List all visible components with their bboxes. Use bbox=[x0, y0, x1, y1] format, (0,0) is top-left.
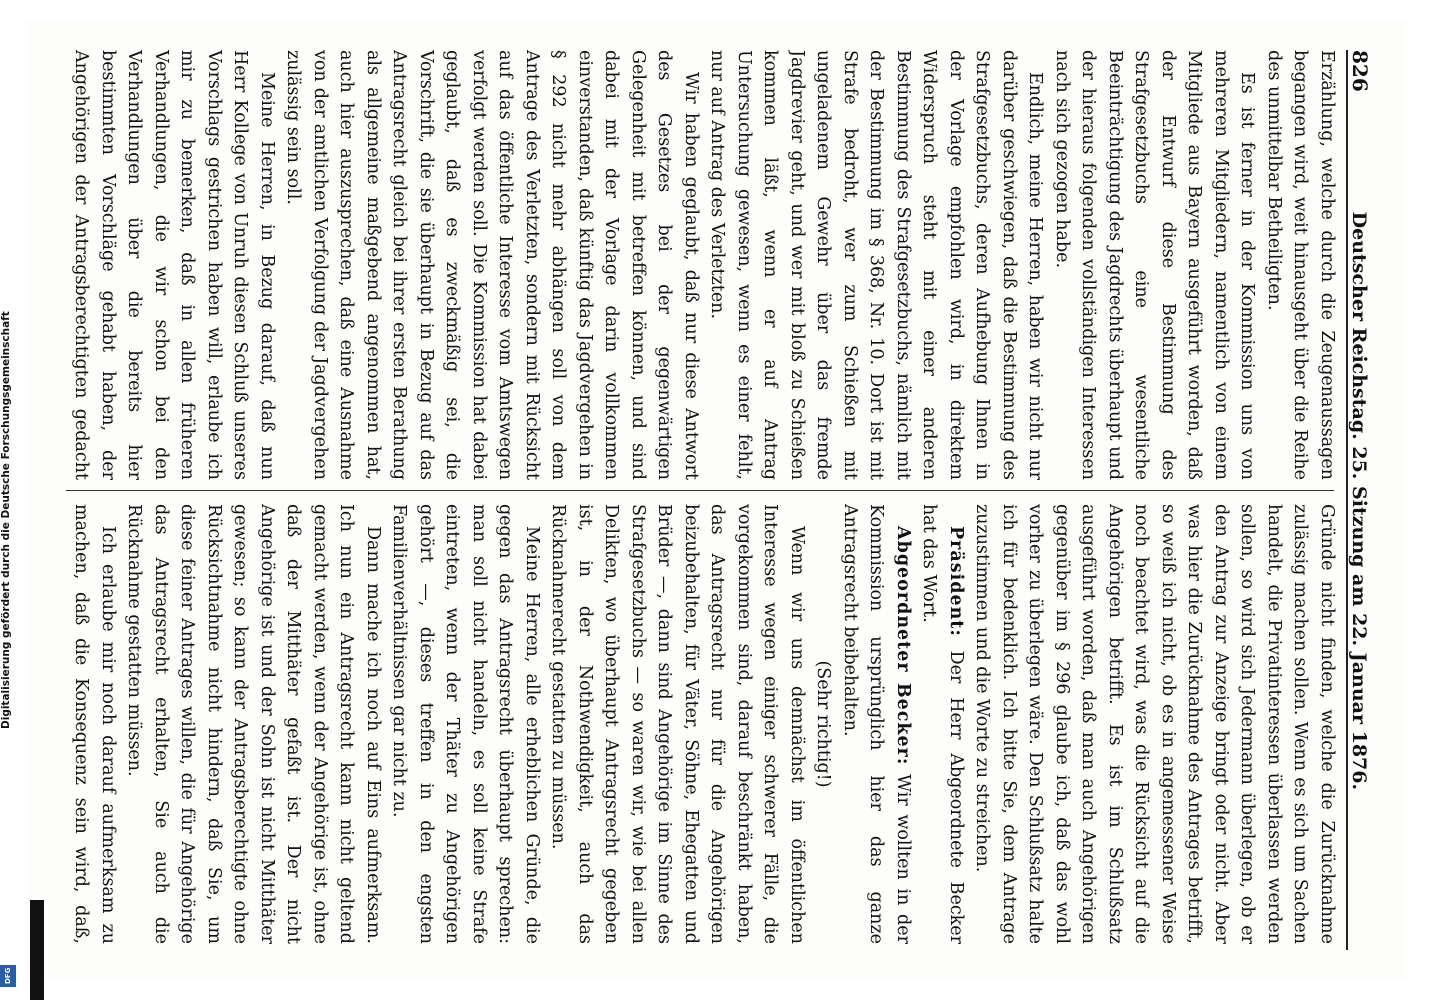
interjection: (Sehr richtig!) bbox=[813, 660, 834, 788]
speech bbox=[837, 504, 917, 944]
paragraph: Meine Herren, alle erheblichen Gründe, die gegen das Antragsrecht überhaupt sprechen: man soll nicht handeln, es soll keine Strafe eintreten, wenn der Thäter zu Angehörigen gehört —, dieses treffen in den engsten Familienverhältnissen gar nicht zu. bbox=[389, 504, 542, 944]
column-divider bbox=[66, 490, 1334, 491]
scan-edge-mark bbox=[30, 900, 44, 1000]
paragraph: Wir haben geglaubt, daß nur diese Antwort des Gesetzes bei der gegenwärtigen Gelegenheit mit betreffen können, und sind dabei mit der Vorlage darin vollkommen einverstanden, daß künftig das Jagdvergehen in § 292 nicht mehr abhängen soll von dem Antrage des Verletzten, sondern mit Rücksicht auf das öffentliche Interesse vom Amtswegen verfolgt werden soll. Die Kommission hat dabei geglaubt, daß es zweckmäßig sei, die Vorschrift, die sie überhaupt in Bezug auf das Antragsrecht gleich bei ihrer ersten Berathung als allgemeine maßgebend angenommen hat, auch hier auszusprechen, daß eine Ausnahme von der amtlichen Verfolgung der Jagdvergehen zulässig sein soll. bbox=[283, 50, 701, 480]
paragraph: Erzählung, welche durch die Zeugenaussagen begangen wird, weit hinausgeht über die Reihe des unmittelbar Betheiligten. bbox=[1264, 50, 1337, 480]
dfg-logo: DFG bbox=[0, 965, 16, 987]
speech-text: Der Herr Abgeordnete Becker hat das Wort. bbox=[919, 504, 966, 944]
running-title: Deutscher Reichstag. 25. Sitzung am 22. Januar 1876. bbox=[1348, 211, 1370, 791]
speaker-label: Abgeordneter Becker: bbox=[893, 526, 913, 766]
digitization-credit: Digitalisierung gefördert durch die Deutsche Forschungsgemeinschaft bbox=[0, 311, 12, 729]
paragraph: Es ist ferner in der Kommission uns von mehreren Mitgliedern, namentlich von einem Mitgliede aus Bayern ausgeführt worden, daß der Entwurf diese Bestimmung des Strafgesetzbuchs eine wesentliche Beeinträchtigung des Jagdrechts überhaupt und der hieraus folgenden vollständigen Interessen nach sich gezogen habe. bbox=[1052, 50, 1258, 480]
speaker-label: Präsident: bbox=[946, 526, 966, 637]
paragraph: Dann mache ich noch auf Eins aufmerksam. Ich nun ein Antragsrecht kann nicht geltend gemacht werden, wenn der Angehörige ist, ohne daß der Mitthäter gefaßt ist. Der nicht Angehörige ist und der Sohn ist nicht Mitthäter gewesen; so kann der Antragsberechtigte ohne Rücksichtnahme nicht hindern, daß Sie, um diese feiner Antrages willen, die für Angehörige das Antragsrecht erhalten, Sie auch die Rücknahme gestatten müssen. bbox=[124, 504, 383, 944]
paragraph: Ich erlaube mir noch darauf aufmerksam zu machen, daß die Konsequenz sein wird, daß, bbox=[71, 504, 118, 944]
column-left bbox=[66, 50, 1340, 480]
column-right bbox=[66, 504, 1340, 944]
speech bbox=[916, 504, 969, 944]
page-number: 826 bbox=[1348, 50, 1372, 92]
paragraph: Endlich, meine Herren, haben wir nicht nur darüber geschwiegen, daß die Bestimmung des Strafgesetzbuchs, deren Aufhebung Ihnen in der Vorlage empfohlen wird, in direktem Widerspruch steht mit einer anderen Bestimmung des Strafgesetzbuchs, nämlich mit der Bestimmung im § 368, Nr. 10. Dort ist mit Strafe bedroht, wer zum Schießen mit ungeladenem Gewehr über das fremde Jagdrevier geht, und wer mit bloß zu Schießen kommen läßt, wenn er auf Antrag Untersuchung gewesen, wenn es einer fehlt, nur auf Antrag des Verletzten. bbox=[707, 50, 1046, 480]
paragraph: Gründe nicht finden, welche die Zurücknahme zulässig machen sollen. Wenn es sich um Sachen handelt, die Privatinteressen überlassen werden sollen, so wird sich Jedermann überlegen, ob er den Antrag zur Anzeige bringt oder nicht. Aber was hier die Zurücknahme des Antrages betrifft, so weiß ich nicht, ob es in angemessener Weise noch beachtet wird, was die Rücksicht auf die Angehörigen betrifft. Es ist im Schlußsatz ausgeführt worden, daß man auch Angehörigen gegenüber im § 296 glaube ich, daß das wohl vorher zu überlegen wäre. Den Schlußsatz halte ich für bedenklich. Ich bitte Sie, dem Antrage zuzustimmen und die Worte zu streichen. bbox=[972, 504, 1337, 944]
paragraph: Meine Herren, in Bezug darauf, daß nun Herr Kollege von Unruh diesen Schluß unseres Vorschlags gestrichen haben will, erlaube ich mir zu bemerken, daß in allen früheren Verhandlungen, die wir schon bei den Verhandlungen über die bereits hier bestimmten Vorschläge gehabt haben, der Angehörigen der Antragsberechtigten gedacht bbox=[71, 50, 277, 480]
scanned-page bbox=[26, 20, 1406, 980]
speech-text: Wir wollten in der Kommission ursprünglich hier das ganze Antragsrecht beibehalten. bbox=[840, 504, 913, 944]
page-header bbox=[1346, 50, 1388, 950]
paragraph: Wenn wir uns demnächst im öffentlichen Interesse wegen einiger schwerer Fälle, die vorgekommen sind, darauf beschränkt haben, das Antragsrecht nur für die Angehörigen beizubehalten, für Väter, Söhne, Ehegatten und Brüder —, dann sind Angehörige im Sinne des Strafgesetzbuchs — so waren wir, wie bei allen Delikten, wo überhaupt Antragsrecht gegeben ist, in der Nothwendigkeit, auch das Rücknahmerecht gestatten zu müssen. bbox=[548, 504, 807, 944]
